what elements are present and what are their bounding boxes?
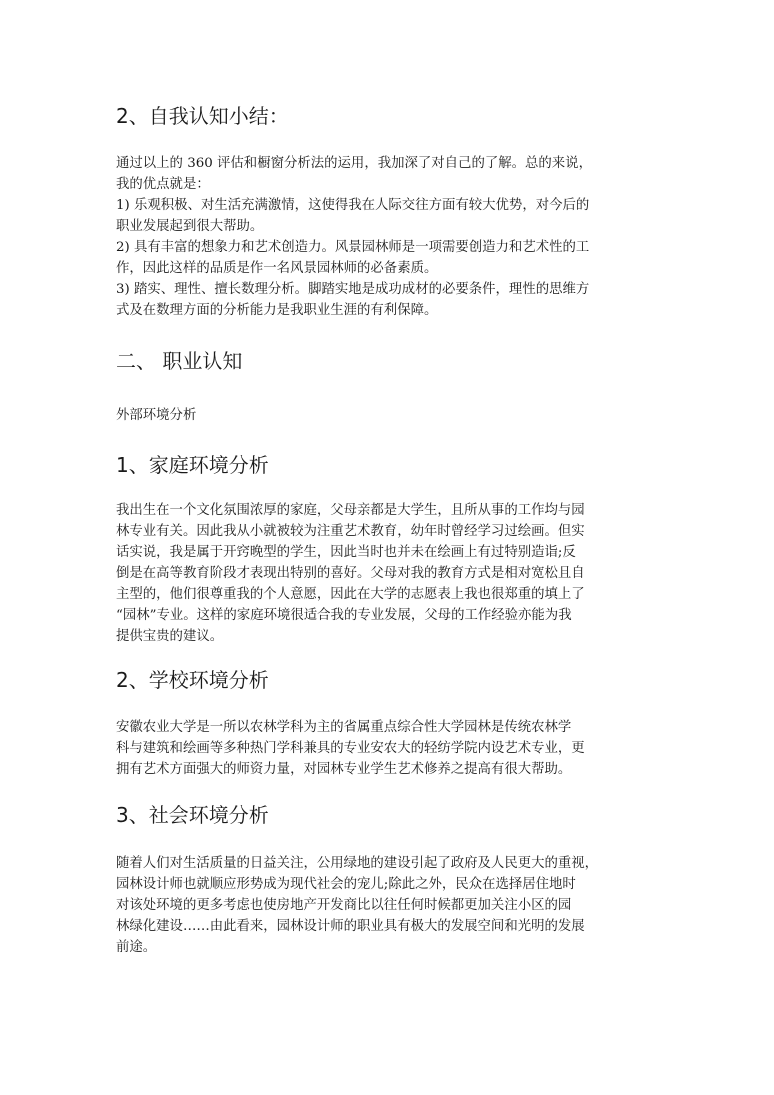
heading-career-cognition: 二、 职业认知 [116, 349, 243, 373]
paragraph-family-environment [116, 500, 661, 647]
text-line: 林绿化建设……由此看来，园林设计师的职业具有极大的发展空间和光明的发展 [116, 919, 585, 934]
paragraph-society-environment [116, 853, 661, 958]
text-line: 2) 具有丰富的想象力和艺术创造力。风景园林师是一项需要创造力和艺术性的工 [116, 240, 590, 255]
paragraph-school-environment [116, 717, 661, 780]
heading-family-environment: 1、家庭环境分析 [116, 453, 269, 477]
text-line: 前途。 [116, 940, 157, 955]
text-line: 园林设计师也就顺应形势成为现代社会的宠儿;除此之外，民众在选择居住地时 [116, 877, 576, 892]
text-line: 我出生在一个文化氛围浓厚的家庭，父母亲都是大学生，且所从事的工作均与园 [116, 503, 585, 518]
text-line: 安徽农业大学是一所以农林学科为主的省属重点综合性大学园林是传统农林学 [116, 720, 572, 735]
text-line: 倒是在高等教育阶段才表现出特别的喜好。父母对我的教育方式是相对宽松且自 [116, 566, 585, 581]
text-line: “园林”专业。这样的家庭环境很适合我的专业发展，父母的工作经验亦能为我 [116, 608, 572, 623]
text-line: 林专业有关。因此我从小就被较为注重艺术教育，幼年时曾经学习过绘画。但实 [116, 524, 585, 539]
text-line: 我的优点就是： [116, 177, 210, 192]
text-line: 职业发展起到很大帮助。 [116, 219, 264, 234]
text-line: 通过以上的 360 评估和橱窗分析法的运用，我加深了对自己的了解。总的来说， [116, 156, 592, 171]
text-line: 作，因此这样的品质是作一名风景园林师的必备素质。 [116, 261, 438, 276]
heading-society-environment: 3、社会环境分析 [116, 803, 269, 827]
text-line: 话实说，我是属于开窍晚型的学生，因此当时也并未在绘画上有过特别造诣;反 [116, 545, 576, 560]
heading-self-summary: 2、自我认知小结： [116, 104, 289, 128]
paragraph-self-summary [116, 153, 661, 321]
text-line: 科与建筑和绘画等多种热门学科兼具的专业安农大的轻纺学院内设艺术专业，更 [116, 741, 585, 756]
text-line: 提供宝贵的建议。 [116, 629, 224, 644]
subheading-external-environment: 外部环境分析 [116, 408, 197, 423]
text-line: 主型的，他们很尊重我的个人意愿，因此在大学的志愿表上我也很郑重的填上了 [116, 587, 585, 602]
text-line: 1) 乐观积极、对生活充满激情，这使得我在人际交往方面有较大优势，对今后的 [116, 198, 590, 213]
text-line: 随着人们对生活质量的日益关注，公用绿地的建设引起了政府及人民更大的重视， [116, 856, 599, 871]
text-line: 3) 踏实、理性、擅长数理分析。脚踏实地是成功成材的必要条件，理性的思维方 [116, 282, 590, 297]
text-line: 拥有艺术方面强大的师资力量，对园林专业学生艺术修养之提高有很大帮助。 [116, 762, 572, 777]
heading-school-environment: 2、学校环境分析 [116, 668, 269, 692]
text-line: 式及在数理方面的分析能力是我职业生涯的有利保障。 [116, 303, 438, 318]
text-line: 对该处环境的更多考虑也使房地产开发商比以往任何时候都更加关注小区的园 [116, 898, 572, 913]
